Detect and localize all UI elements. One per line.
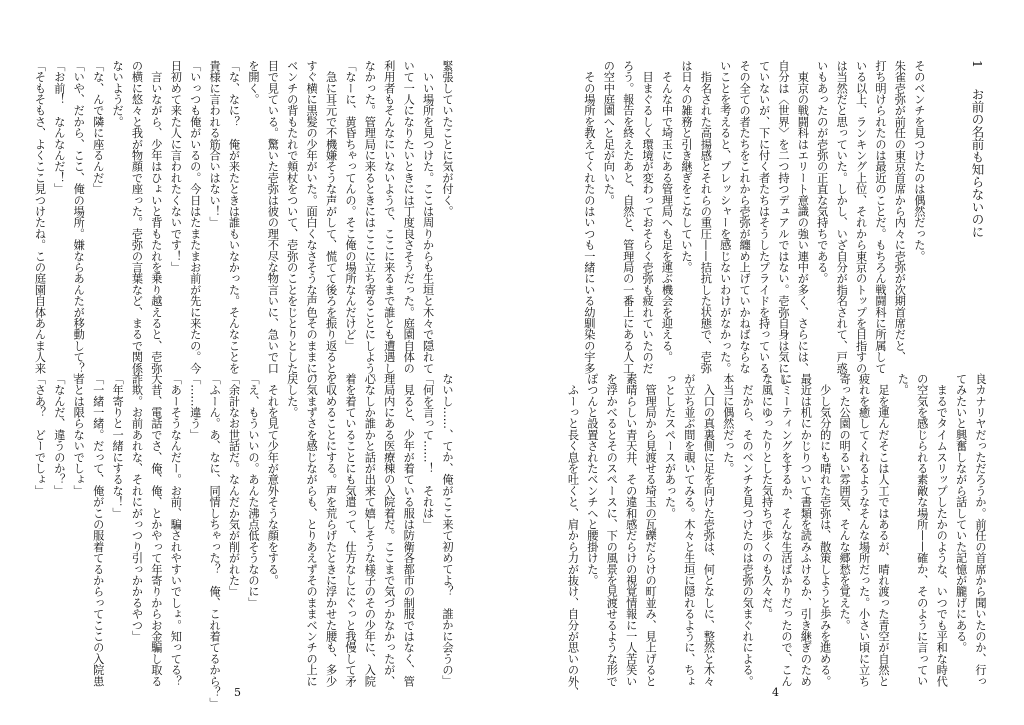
text-line: 「ふーん。あ、なに、同情しちゃった？ 俺、これ着てるから？」 bbox=[208, 373, 222, 709]
blank-line bbox=[948, 60, 967, 365]
text-line: 緊張していたことに気が付く。 bbox=[441, 60, 454, 217]
text-line: 「……違う」 bbox=[188, 373, 202, 441]
text-line: 「一緒一緒。だって、俺がこの服着てるからってここの入院患 bbox=[91, 373, 105, 687]
text-line: の気まずさを感じながらも、とりあえずそのままベンチの上に bbox=[305, 373, 319, 687]
text-line: っとしたスペースがあった。 bbox=[663, 373, 677, 519]
chapter-heading bbox=[968, 60, 987, 365]
text-line: ていないが、下に付く者たちはそうしたプライドを持っている。 bbox=[757, 60, 771, 385]
text-line: 東京の戦闘科はエリート意識の強い連中が多く、さらには、 bbox=[796, 60, 810, 374]
text-line: た。 bbox=[896, 373, 910, 396]
page-number-right: 4 bbox=[772, 686, 779, 699]
chapter-number: 1 bbox=[970, 60, 985, 68]
text-line: 管理局から見渡せる埼玉の瓦礫だらけの町並み、見上げると bbox=[644, 373, 658, 687]
text-line: てみたいと興奮しながら話していた記憶が朧げにある。 bbox=[954, 373, 968, 653]
text-line: まるでタイムスリップしたかのような、いつでも平和な時代 bbox=[935, 373, 949, 687]
text-line: 「え、もういいの。あんた沸点低そうなのに」 bbox=[246, 373, 260, 609]
text-line: いる以上、ランキング上位、それから東京のトップを目指すの bbox=[854, 60, 868, 374]
text-line: それを見て少年が意外そうな顔をする。 bbox=[266, 373, 280, 586]
text-line: 打ち明けられたのは最近のことだ。もちろん戦闘科に所属して bbox=[874, 60, 887, 374]
text-line: 目で見ている。驚いた壱弥は彼の理不尽な物言いに、急いで口 bbox=[266, 60, 280, 374]
text-line: 素晴らしい青天井、その違和感だらけの視覚情報に一人苦笑い bbox=[624, 373, 638, 687]
text-line: 大昔、電話でさ、俺、俺、とかやって年寄りからお金騙し取る bbox=[149, 373, 163, 687]
text-line: いもあったのが壱弥の正直な気持ちである。 bbox=[815, 60, 829, 284]
text-line: 自分は〈世界〉を二つ持つデュアルではない。壱弥自身は気にし bbox=[776, 60, 790, 385]
text-line: 「余計なお世話だ。なんだか気が削がれた」 bbox=[227, 373, 241, 597]
text-line: ろう。報告を終えたあと、自然と、管理局の一番上にある人工 bbox=[621, 60, 635, 374]
text-line: 詐欺。お前あれな、それにがっつり引っかかるやつ」 bbox=[130, 373, 144, 642]
text-line: な風にゆったりとした気持ちで歩くのも久々だ。 bbox=[760, 373, 774, 620]
text-line: だから、そのベンチを見つけたのは壱弥の気まぐれによる。 bbox=[741, 373, 755, 687]
text-line: なかった。管理局に来るときにはここに立ち寄ることにしよう。 bbox=[363, 60, 377, 385]
text-line: 足を運んだそこは人工ではあるが、晴れ渡った青空が自然と bbox=[876, 373, 890, 687]
text-line: 利用者もそんなにいないようで、ここに来るまで誰とも遭遇し bbox=[382, 60, 396, 374]
text-line: 急に耳元で不機嫌そうな声がして、慌てて後ろを振り返ると、 bbox=[324, 60, 338, 385]
text-line: 言いながら、少年はひょいと背もたれを乗り越えると、壱弥 bbox=[149, 60, 163, 374]
page-4-upper-text bbox=[580, 60, 988, 385]
chapter-title: お前の名前も知らないのに bbox=[970, 87, 985, 238]
text-line: 本当に偶然だった。 bbox=[721, 373, 735, 474]
text-line: 貴様に言われる筋合いはない！」 bbox=[208, 60, 222, 228]
text-line: 寄った公園の明るい雰囲気、そんな郷愁を覚えた。 bbox=[838, 373, 852, 631]
text-line: ぽつんと設置されたベンチへと腰掛けた。 bbox=[585, 373, 599, 586]
text-line: 入口の真裏側に足を向けた壱弥は、何となしに、整然と木々 bbox=[702, 373, 716, 687]
text-line: 「な、んで隣に座るんだ」 bbox=[91, 60, 105, 195]
text-line: その全ての者たちをこれから壱弥が纏め上げていかねばならな bbox=[738, 60, 752, 374]
text-line: ベンチの背もたれで頬杖をついて、壱弥のことをじとりとした bbox=[285, 60, 299, 374]
text-line: 理局内にある医療棟の入院着だ。ここまで気づかなかったが、 bbox=[382, 373, 396, 687]
text-line: 目まぐるしく環境が変わっておそらく壱弥も疲れていたのだ bbox=[641, 60, 655, 374]
text-line: 「あーそうなんだー。お前、騙されやすいでしょ。知ってる？ bbox=[169, 373, 183, 687]
text-line: いて一人になりたいときには丁度良さそうだった。庭園自体の bbox=[402, 60, 416, 374]
text-line: 「なんだ、違うのか？」 bbox=[52, 373, 66, 497]
text-line: 日初めて来た人に言われたくないです！」 bbox=[169, 60, 183, 273]
text-line: 者とは限らないでしょ」 bbox=[72, 373, 86, 497]
text-line: が立ち並ぶ間を覗いてみる。木々と生垣に隠れるように、ちょ bbox=[682, 373, 696, 687]
text-line: 着を着ていることにも気遣って、仕方なしにぐっと我慢して矛 bbox=[343, 373, 357, 687]
text-line: いい場所を見つけた。ここは周りからも生垣と木々で隠れて bbox=[421, 60, 435, 374]
text-line: を開く。 bbox=[246, 60, 260, 105]
text-line: そのベンチを見つけたのは偶然だった。 bbox=[912, 60, 926, 262]
text-line: 「何を言って……！ それは」 bbox=[421, 373, 435, 530]
text-line: 良カナリヤだっただろうか。前任の首席から聞いたのか、行っ bbox=[974, 373, 987, 687]
text-line: は日々の雑務と引き継ぎをこなしていた。 bbox=[679, 60, 693, 273]
text-line: 「なーに、黄昏ちゃってんの。そこ俺の場所なんだけど」 bbox=[343, 60, 357, 352]
blank-line bbox=[929, 60, 948, 365]
text-line: 見ると、少年が着ている服は防衛各都市の制服ではなく、管 bbox=[402, 373, 416, 687]
text-line: ないようだ。 bbox=[111, 60, 125, 128]
text-line: 心なしか誰かと話が出来て嬉しそうな様子のその少年に、入院 bbox=[363, 373, 377, 687]
text-line: ないし……、てか、俺がここ来て初めてよ？ 誰かに会うの」 bbox=[441, 373, 454, 687]
text-line: 「いっつも俺がいるの。今日はたまたまお前が先に来たの。今 bbox=[188, 60, 202, 374]
text-line: 少し気分的にも晴れた壱弥は、散策しようと歩みを進める。 bbox=[818, 373, 832, 687]
text-line: 「さあ？ どーでしょ」 bbox=[33, 373, 47, 497]
text-line: 疲れを癒してくれるようなそんな場所だった。小さい頃に立ち bbox=[857, 373, 871, 687]
text-line: 戻した。 bbox=[285, 373, 299, 418]
text-line: の空気を感じられる素敵な場所——確か、そのように言ってい bbox=[915, 373, 929, 687]
text-line: そんな中で埼玉にある管理局へも足を運ぶ機会を迎える。 bbox=[660, 60, 674, 363]
page-number-left: 5 bbox=[234, 686, 241, 699]
text-line: を浮かべるとそのスペースに、下の風景を見渡せるような形で bbox=[605, 373, 619, 687]
text-line: いことを考えると、プレッシャーを感じないわけがなかった。 bbox=[718, 60, 732, 374]
text-line: にミーティングをするか、そんな生活ばかりだったので、こん bbox=[779, 373, 793, 687]
text-line: は当然だと思っていた。しかし、いざ自分が指名されて、戸惑 bbox=[835, 60, 849, 374]
page-5-lower-text bbox=[30, 373, 457, 709]
text-line: 「そもそもさ、よくここ見つけたね。この庭園自体あんま人来 bbox=[33, 60, 47, 374]
text-line: 「年寄りと一緒にするな！」 bbox=[111, 373, 125, 519]
text-line: 指名された高揚感とそれらの重圧——拮抗した状態で、壱弥 bbox=[699, 60, 713, 374]
text-line: の空中庭園へと足が向いた。 bbox=[602, 60, 616, 206]
text-line: を収めることにする。声を荒らげたときに浮かせた腰も、多少 bbox=[324, 373, 338, 687]
text-line: すぐ横に黒髪の少年がいた。面白くなさそうな声色そのままに、 bbox=[305, 60, 319, 385]
page-4-lower-text bbox=[563, 373, 990, 698]
text-line: ふーっと長く息を吐くと、肩から力が抜け、自分が思いの外、 bbox=[566, 373, 580, 698]
page-5-upper-text bbox=[30, 60, 457, 385]
text-line: 朱雀壱弥が前任の東京首席から内々に壱弥が次期首席だと、 bbox=[893, 60, 907, 363]
text-line: その場所を教えてくれたのはいつも一緒にいる幼馴染の宇多 bbox=[582, 60, 596, 374]
text-line: 「いや、だから、ここ、俺の場所。嫌ならあんたが移動して？」 bbox=[72, 60, 86, 385]
text-line: 「な、なに？ 俺が来たときは誰もいなかった。そんなことを bbox=[227, 60, 241, 374]
text-line: の横に悠々と我が物顔で座った。壱弥の言葉など、まるで関係 bbox=[130, 60, 144, 374]
text-line: 最近は机にかじりついて書類を読みふけるか、引き継ぎのため bbox=[799, 373, 813, 687]
text-line: 「お前！ なんなんだ！」 bbox=[52, 60, 66, 195]
